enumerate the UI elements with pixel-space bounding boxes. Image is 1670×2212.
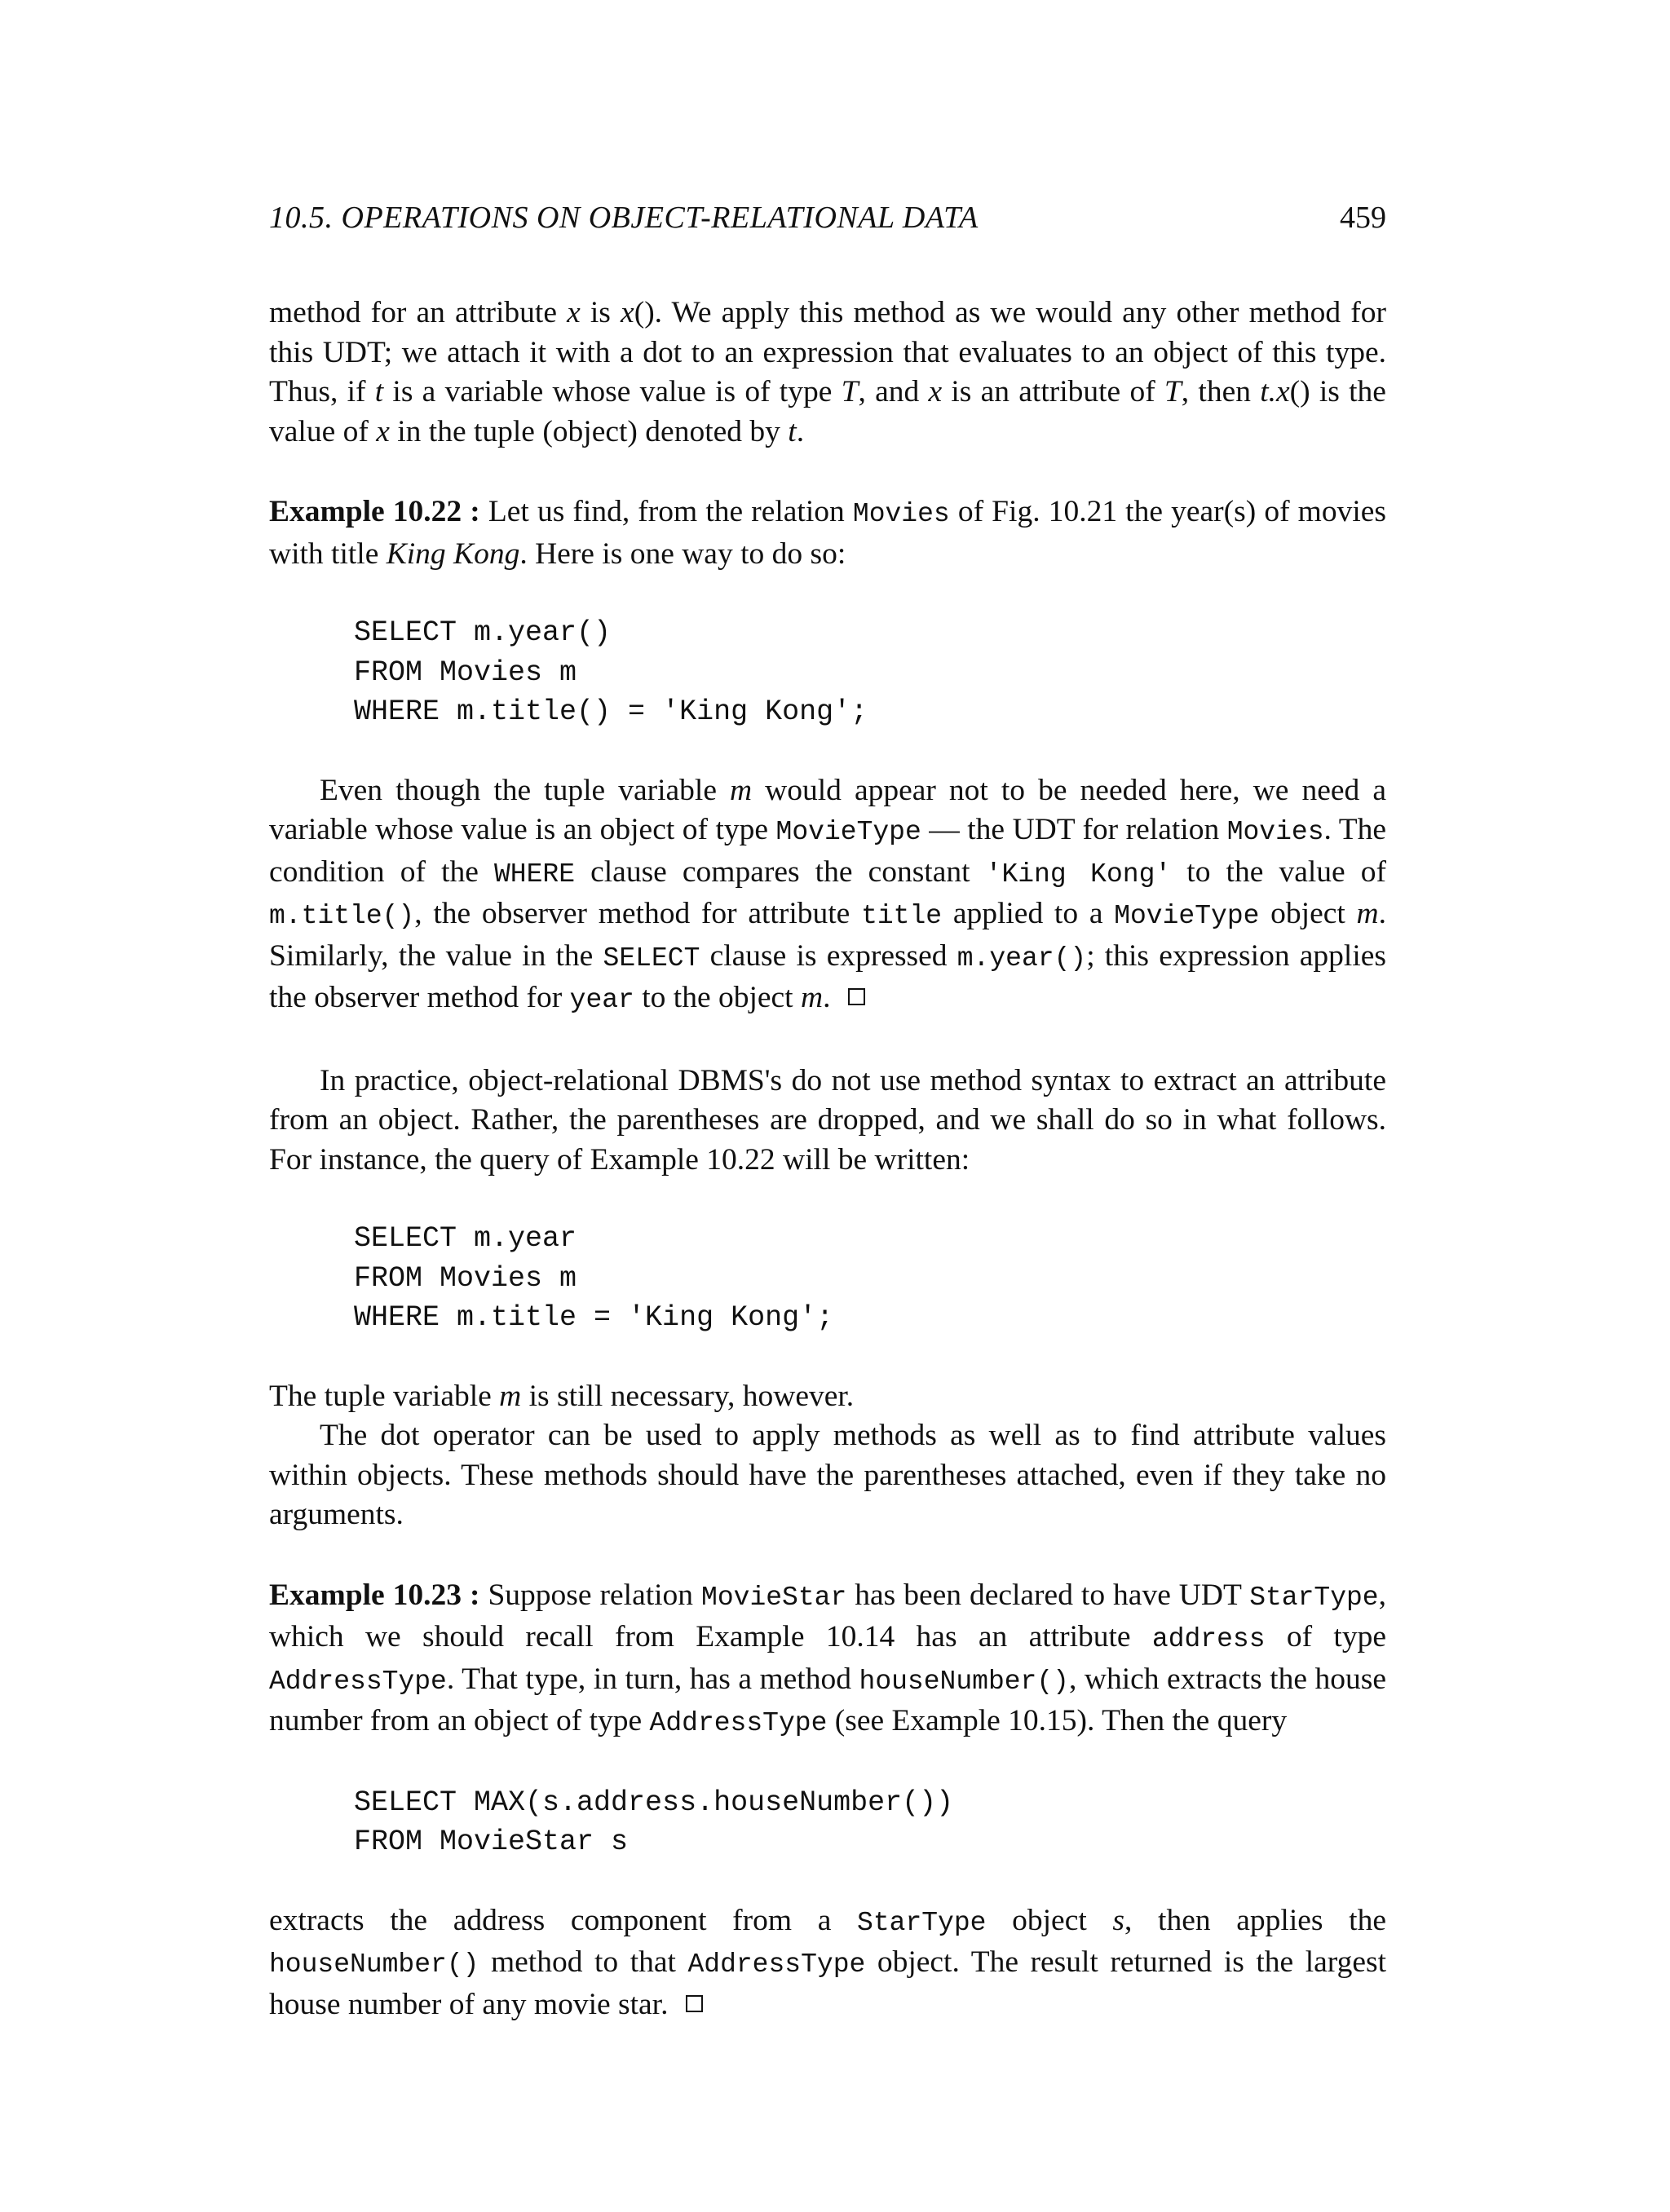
section-title: 10.5. OPERATIONS ON OBJECT-RELATIONAL DATA	[269, 201, 979, 235]
paragraph-method-syntax: method for an attribute x is x(). We apply this method as we would any other method for this UDT; we attach it with a dot to an expression that evaluates to an object of this type. Thus, if t is a variable whose value is of type T, and x is an attribute of T, then t.x() is the value of x in the tuple (object) denoted by t.	[269, 296, 1386, 448]
code-line: FROM Movies m	[354, 656, 577, 689]
page-number: 459	[1340, 201, 1386, 235]
code-block-query-1	[354, 613, 1386, 732]
code-line: FROM MovieStar s	[354, 1826, 629, 1858]
code-line: SELECT MAX(s.address.houseNumber())	[354, 1786, 954, 1819]
code-line: SELECT m.year()	[354, 616, 612, 649]
code-block-query-2	[354, 1219, 1386, 1338]
paragraph-dot-operator: The dot operator can be used to apply methods as well as to find attribute values within objects. These methods should have the parentheses attached, even if they take no arguments.	[269, 1419, 1386, 1531]
code-line: FROM Movies m	[354, 1261, 577, 1295]
running-header	[269, 200, 1386, 249]
code-block-query-3	[354, 1783, 1386, 1862]
book-page	[269, 200, 1386, 2024]
paragraph-query-result: extracts the address component from a StarType object s, then applies the houseNumber() method to that AddressType object. The result returned is the largest house number of any movie star.	[269, 1903, 1386, 2021]
code-line: WHERE m.title() = 'King Kong';	[354, 695, 868, 728]
code-line: WHERE m.title = 'King Kong';	[354, 1301, 834, 1334]
code-line: SELECT m.year	[354, 1222, 577, 1255]
end-of-example-icon	[848, 988, 865, 1005]
example-10-23: Example 10.23 : Suppose relation MovieStar has been declared to have UDT StarType, which we should recall from Example 10.14 has an attribute address of type AddressType. That type, in turn, has a method houseNumber(), which extracts the house number from an object of type AddressType (see Example 10.15). Then the query	[269, 1578, 1387, 1738]
example-label: Example 10.23 :	[269, 1578, 480, 1612]
paragraph-tuple-variable-explanation: Even though the tuple variable m would appear not to be needed here, we need a variable whose value is an object of type MovieType — the UDT for relation Movies. The condition of the WHERE clause compares the constant 'King Kong' to the value of m.title(), the observer method for attribute title applied to a MovieType object m. Similarly, the value in the SELECT clause is expressed m.year(); this expression applies the observer method for year to the object m.	[269, 773, 1387, 1015]
paragraph-dropped-parentheses: In practice, object-relational DBMS's do not use method syntax to extract an attribute from an object. Rather, the parentheses are dropped, and we shall do so in what follows. For instance, the query of Example 10.22 will be written:	[269, 1063, 1386, 1177]
example-label: Example 10.22 :	[269, 495, 480, 528]
example-10-22: Example 10.22 : Let us find, from the relation Movies of Fig. 10.21 the year(s) of movies with title King Kong. Here is one way to do so:	[269, 495, 1386, 571]
paragraph-tuple-still-necessary: The tuple variable m is still necessary, however.	[269, 1379, 855, 1413]
end-of-example-icon	[686, 1995, 703, 2012]
